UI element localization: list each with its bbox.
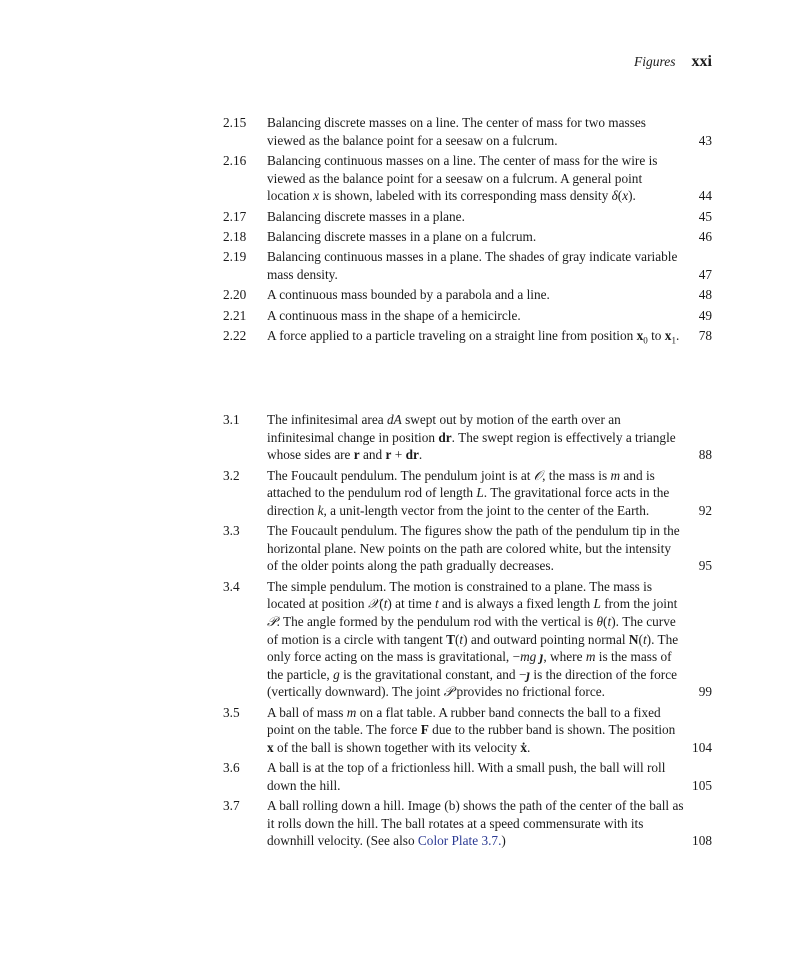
caption-segment: . [418, 447, 423, 463]
caption-segment: ȷ [536, 649, 544, 665]
figure-number: 2.20 [223, 287, 247, 303]
caption-segment: dA [387, 412, 402, 427]
caption-segment: δ [611, 188, 618, 204]
caption-segment: Balancing continuous masses on a line. The center of mass for the wire is viewed as the balance point for a seesaw on a fulcrum. A general point location [267, 152, 658, 204]
caption-segment: is the gravitational constant, and − [339, 666, 527, 682]
figure-caption [267, 286, 684, 304]
figure-caption [267, 578, 684, 701]
figure-entry [223, 411, 712, 464]
caption-segment: on a flat table. A rubber band connects the ball to a fixed point on the table. The force [267, 704, 661, 738]
caption-segment: ( [454, 631, 460, 647]
caption-segment: from the joint [600, 596, 678, 612]
caption-segment: L [476, 485, 484, 501]
figure-number: 2.21 [223, 307, 247, 323]
figure-number: 3.3 [223, 523, 240, 539]
caption-segment: dr [405, 447, 419, 463]
caption-segment: due to the rubber band is shown. The position [428, 722, 676, 738]
caption-segment: A ball rolling down a hill. Image (b) shows the path of the center of the ball as it rolls down the hill. The ball rotates at a speed commensurate with its downhill velocity. (See also [267, 798, 684, 849]
caption-segment: . [527, 739, 531, 755]
page-reference: 88 [698, 447, 712, 463]
caption-segment: provides no frictional force. [453, 684, 605, 700]
caption-segment: A continuous mass in the shape of a hemicircle. [267, 307, 521, 323]
caption-segment: ). [628, 188, 636, 204]
figure-caption [267, 704, 684, 757]
figure-entry [223, 327, 712, 345]
caption-segment: k [317, 502, 324, 518]
figure-caption [267, 307, 684, 325]
caption-segment: A force applied to a particle traveling on a straight line from position [267, 328, 637, 344]
caption-segment: T [446, 631, 455, 647]
figure-caption [267, 467, 684, 520]
caption-segment: , a unit-length vector from the joint to the center of the Earth. [323, 502, 650, 518]
caption-segment: ( [379, 596, 384, 612]
page-reference: 104 [692, 739, 712, 755]
figure-caption [267, 228, 684, 246]
caption-segment: ( [603, 613, 608, 629]
caption-segment: F [420, 722, 429, 738]
caption-segment: mg [520, 649, 537, 665]
figure-number: 2.19 [223, 249, 247, 265]
caption-segment: θ [596, 613, 604, 629]
page-reference: 48 [698, 287, 712, 303]
caption-segment: x [313, 188, 320, 204]
figure-entry [223, 286, 712, 304]
caption-segment: A continuous mass bounded by a parabola and a line. [267, 287, 550, 303]
figure-caption [267, 522, 684, 575]
caption-segment: is shown, labeled with its corresponding mass density [319, 188, 612, 204]
figure-caption [267, 248, 684, 283]
figure-number: 3.4 [223, 578, 240, 594]
caption-segment: m [346, 704, 357, 720]
caption-segment: ) and outward pointing normal [463, 631, 629, 647]
caption-segment: and is always a fixed length [438, 596, 594, 612]
page-reference: 46 [698, 228, 712, 244]
figure-number: 3.6 [223, 760, 240, 776]
figure-entry [223, 578, 712, 701]
caption-segment: m [610, 467, 621, 483]
caption-segment: . [675, 328, 680, 344]
caption-segment: A ball is at the top of a frictionless hill. With a small push, the ball will roll down the hill. [267, 760, 666, 793]
caption-segment: The simple pendulum. The motion is constrained to a plane. The mass is located at position [267, 578, 653, 612]
figure-number: 3.1 [223, 412, 240, 427]
figure-number: 3.7 [223, 798, 240, 814]
figure-number: 3.5 [223, 704, 240, 720]
figure-entry [223, 307, 712, 325]
caption-segment: . The gravitational force acts in the direction [267, 485, 670, 518]
caption-segment: and is attached to the pendulum rod of length [267, 467, 655, 501]
figure-list-chapter-3 [223, 411, 712, 853]
caption-segment: ẋ [520, 739, 528, 755]
caption-segment: Balancing discrete masses in a plane on a fulcrum. [267, 228, 537, 244]
page-reference: 49 [698, 307, 712, 323]
page-reference: 99 [698, 684, 712, 700]
figure-number: 2.16 [223, 152, 247, 168]
caption-segment: ) at time [387, 596, 436, 612]
figure-entry [223, 797, 712, 850]
caption-segment: A ball of mass [267, 704, 347, 720]
page-reference: 78 [698, 328, 712, 344]
caption-segment: of the ball is shown together with its velocity [273, 739, 521, 755]
caption-segment: 𝒪 [533, 467, 543, 483]
figure-number: 2.17 [223, 208, 247, 224]
caption-segment: 𝒫 [267, 613, 277, 629]
figure-caption [267, 411, 684, 464]
caption-segment: t [642, 631, 647, 647]
caption-segment: ( [638, 631, 643, 647]
page-reference: 108 [692, 833, 712, 849]
caption-segment: The infinitesimal area [267, 412, 387, 427]
section-title: Figures [634, 54, 676, 69]
page-reference: 95 [698, 558, 712, 574]
figure-entry [223, 208, 712, 226]
page-reference: 105 [692, 777, 712, 793]
caption-segment: ). The only force acting on the mass is gravitational, − [267, 631, 679, 665]
figure-number: 2.18 [223, 228, 247, 244]
caption-segment: 1 [671, 335, 676, 346]
page-reference: 47 [698, 266, 712, 282]
page-reference: 45 [698, 208, 712, 224]
caption-segment: to [647, 328, 665, 344]
caption-segment: swept out by motion of the earth over an infinitesimal change in position [267, 412, 621, 445]
caption-segment: g [333, 666, 340, 682]
caption-segment: 𝒳 [367, 596, 380, 612]
figure-list-chapter-2 [223, 114, 712, 348]
caption-segment: t [459, 631, 464, 647]
caption-segment: The Foucault pendulum. The pendulum joint is at [267, 467, 534, 483]
caption-segment: r [385, 447, 392, 463]
figure-number: 2.22 [223, 328, 247, 344]
caption-segment: Balancing discrete masses on a line. The center of mass for two masses viewed as the balance point for a seesaw on a fulcrum. [267, 115, 646, 148]
caption-segment: L [593, 596, 601, 612]
figure-entry [223, 152, 712, 205]
page-reference: 43 [698, 132, 712, 148]
color-plate-link[interactable]: Color Plate 3.7. [417, 833, 502, 849]
caption-segment: The Foucault pendulum. The figures show the path of the pendulum tip in the horizontal plane. New points on the path are colored white, but the intensity of the older points along the path gradually decreases. [267, 523, 680, 574]
figure-entry [223, 228, 712, 246]
caption-segment: t [383, 596, 388, 612]
figure-caption [267, 152, 684, 205]
caption-segment: ) [501, 833, 506, 849]
caption-segment: m [585, 649, 596, 665]
figure-number: 2.15 [223, 115, 247, 130]
caption-segment: dr [438, 429, 452, 445]
caption-segment: Balancing continuous masses in a plane. The shades of gray indicate variable mass density. [267, 249, 678, 282]
figure-caption [267, 797, 684, 850]
page-number: xxi [691, 53, 712, 70]
caption-segment: ( [617, 188, 623, 204]
caption-segment: , the mass is [542, 467, 611, 483]
caption-segment: t [435, 596, 439, 612]
figure-caption [267, 327, 684, 345]
running-header [634, 53, 712, 75]
caption-segment: x [636, 328, 644, 344]
caption-segment: Balancing discrete masses in a plane. [267, 208, 465, 224]
caption-segment: + [391, 447, 406, 463]
figure-caption [267, 114, 684, 149]
caption-segment: t [607, 613, 612, 629]
caption-segment: ). The curve of motion is a circle with tangent [267, 613, 676, 647]
caption-segment: ȷ [526, 666, 531, 682]
figure-entry [223, 467, 712, 520]
caption-segment: x [664, 328, 672, 344]
caption-segment: and [359, 447, 386, 463]
page-reference: 92 [698, 502, 712, 518]
caption-segment: 𝒫 [443, 684, 454, 700]
figure-entry [223, 114, 712, 149]
figure-caption [267, 759, 684, 794]
caption-segment: is the direction of the force (vertically downward). The joint [267, 666, 677, 700]
caption-segment: . The swept region is effectively a triangle whose sides are [267, 429, 676, 463]
figure-number: 3.2 [223, 467, 240, 483]
figure-entry [223, 759, 712, 794]
figure-entry [223, 522, 712, 575]
figure-entry [223, 248, 712, 283]
caption-segment: is the mass of the particle, [267, 649, 672, 682]
page-reference: 44 [698, 188, 712, 204]
caption-segment: x [267, 739, 274, 755]
figure-caption [267, 208, 684, 226]
caption-segment: 0 [643, 335, 648, 346]
caption-segment: , where [543, 649, 586, 665]
caption-segment: x [622, 188, 629, 204]
figure-entry [223, 704, 712, 757]
caption-segment: . The angle formed by the pendulum rod with the vertical is [276, 613, 597, 629]
caption-segment: r [353, 447, 360, 463]
caption-segment: N [628, 631, 639, 647]
